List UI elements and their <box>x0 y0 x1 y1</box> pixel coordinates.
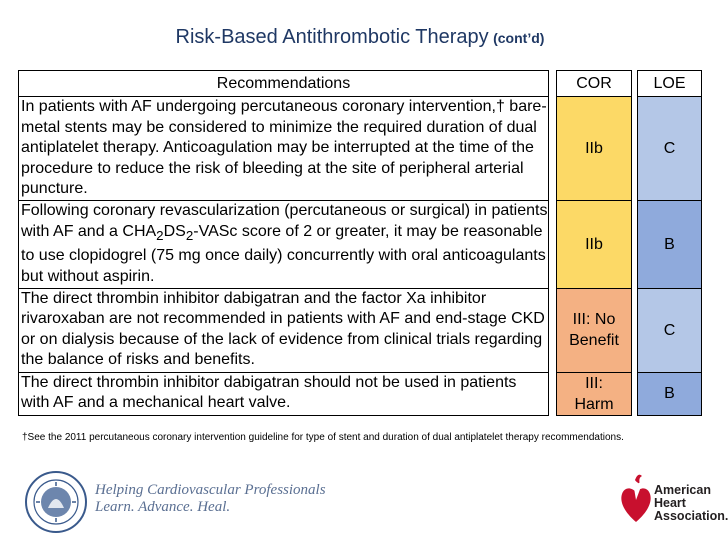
cor-cell: IIb <box>557 201 632 289</box>
table-row <box>19 201 702 289</box>
aha-wordmark: American Heart Association. <box>654 483 728 523</box>
acc-tagline: Helping Cardiovascular Professionals Learn. Advance. Heal. <box>95 482 326 515</box>
loe-cell: B <box>638 372 702 415</box>
header-loe: LOE <box>638 71 702 97</box>
cor-cell: III: No Benefit <box>557 288 632 372</box>
loe-cell: C <box>638 97 702 201</box>
table-row <box>19 372 702 415</box>
loe-cell: C <box>638 288 702 372</box>
header-cor: COR <box>557 71 632 97</box>
heart-torch-icon <box>618 470 654 535</box>
recommendations-table <box>18 70 702 416</box>
header-recommendations: Recommendations <box>19 71 549 97</box>
recommendation-text: The direct thrombin inhibitor dabigatran should not be used in patients with AF and a mechanical heart valve. <box>19 372 549 415</box>
loe-cell: B <box>638 201 702 289</box>
cor-cell: III: Harm <box>557 372 632 415</box>
table-row <box>19 288 702 372</box>
footnote: †See the 2011 percutaneous coronary intervention guideline for type of stent and duration of dual antiplatelet therapy recommendations. <box>22 432 624 443</box>
recommendation-text: Following coronary revascularization (percutaneous or surgical) in patients with AF and a $CHA_2DS_2$-VASc score of 2 or greater, it may be reasonable to use clopidogrel (75 mg once daily) concurrently with oral anticoagulants but without aspirin. <box>19 201 549 289</box>
table-row <box>19 97 702 201</box>
slide-title <box>0 26 720 49</box>
recommendation-text: In patients with AF undergoing percutaneous coronary intervention,† bare-metal stents may be considered to minimize the required duration of dual antiplatelet therapy. Anticoagulation may be interrupted at the time of the procedure to reduce the risk of bleeding at the site of peripheral arterial puncture. <box>19 97 549 201</box>
header-row <box>19 71 702 97</box>
recommendation-text: The direct thrombin inhibitor dabigatran and the factor Xa inhibitor rivaroxaban are not recommended in patients with AF and end-stage CKD or on dialysis because of the lack of evidence from clinical trials regarding the balance of risks and benefits. <box>19 288 549 372</box>
title-main: Risk-Based Antithrombotic Therapy <box>175 26 489 48</box>
title-cont: (cont’d) <box>493 30 545 46</box>
cor-cell: IIb <box>557 97 632 201</box>
acc-seal-logo <box>24 470 88 539</box>
